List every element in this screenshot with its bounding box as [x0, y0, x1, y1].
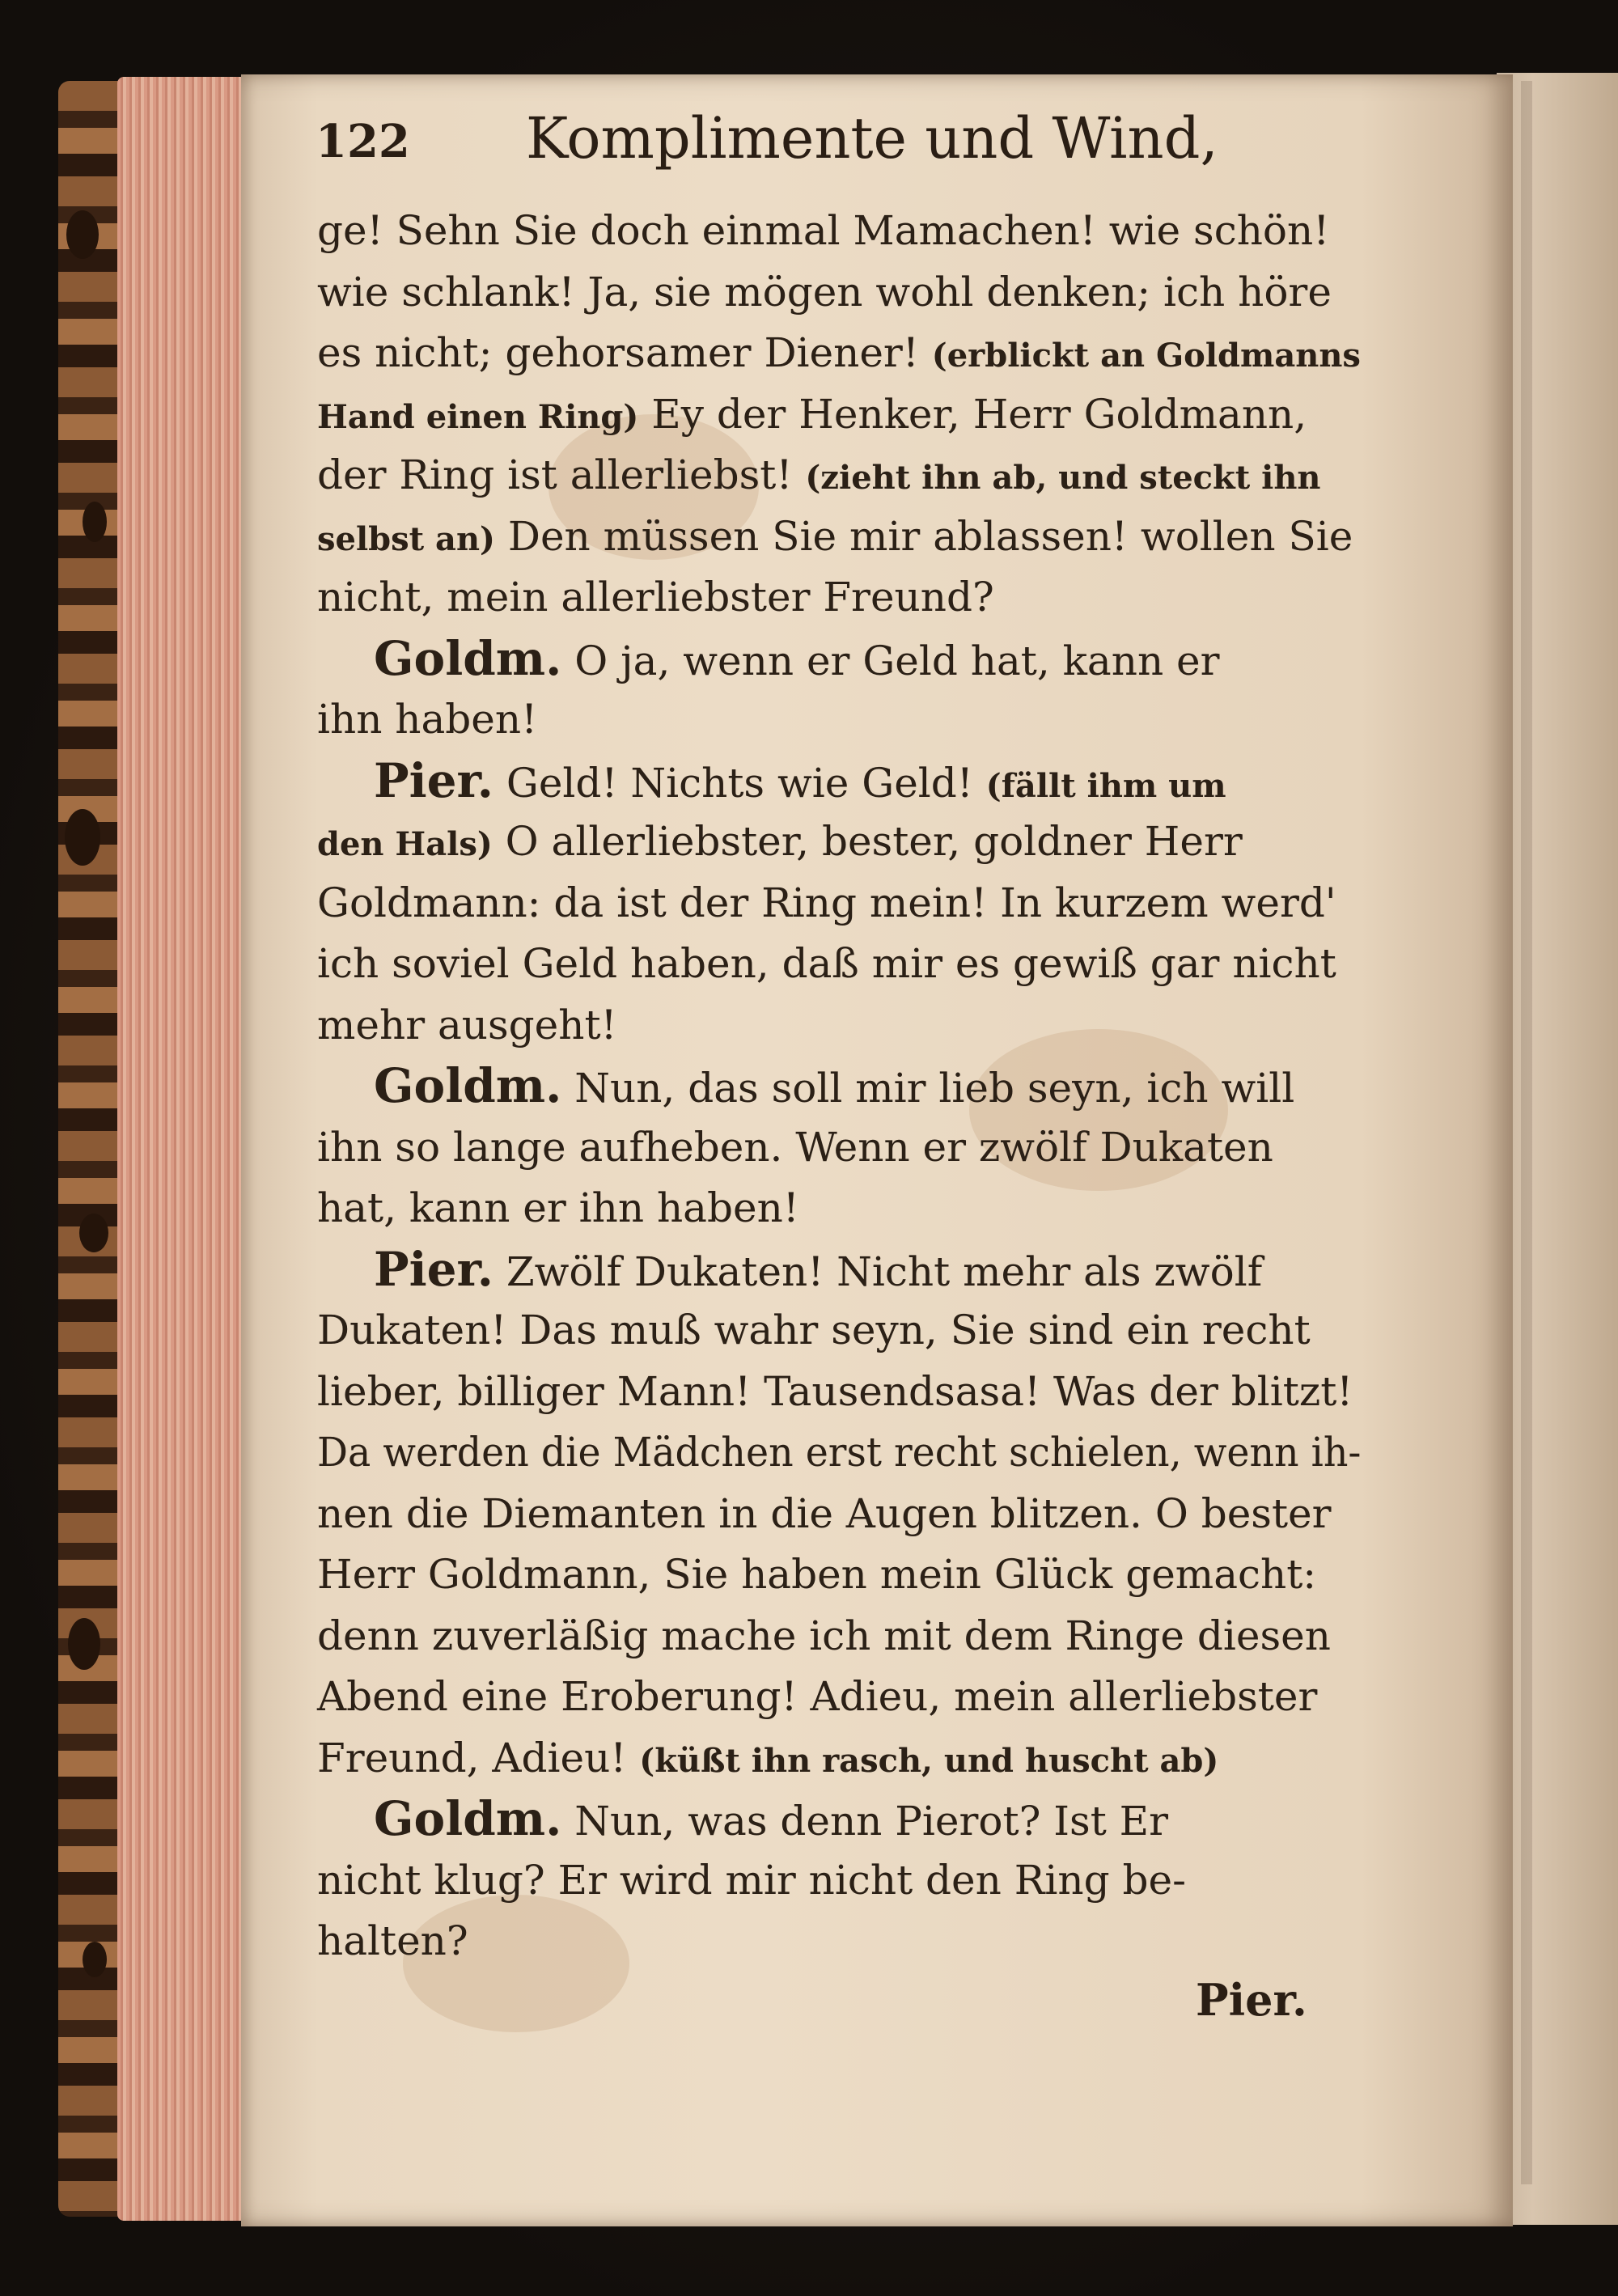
- stage-direction: (fällt ihm um: [985, 766, 1226, 805]
- text-line: [317, 1852, 1186, 1908]
- text-line: [317, 1608, 1331, 1664]
- speaker-name: Goldm.: [374, 1058, 562, 1113]
- line-text: denn zuverläßig mache ich mit dem Ringe diesen: [317, 1612, 1331, 1659]
- text-line: [317, 508, 1353, 565]
- text-line: [317, 1730, 1218, 1786]
- line-text: Da werden die Mädchen erst recht schielen, wenn ih-: [317, 1429, 1362, 1476]
- text-line: [317, 875, 1336, 931]
- line-text: O allerliebster, bester, goldner Herr: [492, 818, 1243, 865]
- stage-direction: (erblickt an Goldmanns: [931, 337, 1361, 375]
- text-line: [317, 202, 1329, 259]
- book-cover-edge: [58, 81, 123, 2217]
- line-text: nicht klug? Er wird mir nicht den Ring be-: [317, 1856, 1186, 1904]
- text-line: [317, 1485, 1332, 1542]
- line-text: ich soviel Geld haben, daß mir es gewiß gar nicht: [317, 940, 1336, 987]
- text-line: [317, 997, 617, 1053]
- text-line: [317, 1302, 1311, 1358]
- line-text: es nicht; gehorsamer Diener!: [317, 329, 932, 376]
- line-text: Ey der Henker, Herr Goldmann,: [638, 390, 1307, 438]
- line-text: Freund, Adieu!: [317, 1734, 640, 1781]
- line-text: Goldmann: da ist der Ring mein! In kurzem werd': [317, 879, 1336, 926]
- line-text: nicht, mein allerliebster Freund?: [317, 574, 994, 621]
- text-line: [317, 1119, 1273, 1176]
- line-text: hat, kann er ihn haben!: [317, 1184, 799, 1231]
- line-text: O ja, wenn er Geld hat, kann er: [561, 637, 1220, 684]
- line-text: mehr ausgeht!: [317, 1001, 617, 1048]
- stage-direction: Hand einen Ring): [317, 397, 639, 436]
- catchword: Pier.: [1196, 1974, 1307, 2026]
- text-line: [317, 1363, 1353, 1420]
- text-line: [317, 1546, 1316, 1603]
- line-text: Herr Goldmann, Sie haben mein Glück gemacht:: [317, 1551, 1317, 1598]
- gutter-shadow: [1521, 81, 1532, 2184]
- line-text: Nun, was denn Pierot? Ist Er: [561, 1798, 1169, 1845]
- speaker-name: Goldm.: [374, 1791, 562, 1846]
- line-text: wie schlank! Ja, sie mögen wohl denken; ich höre: [317, 268, 1332, 316]
- text-line: [374, 1057, 1294, 1114]
- line-text: Geld! Nichts wie Geld!: [493, 759, 986, 807]
- line-text: ge! Sehn Sie doch einmal Mamachen! wie schön!: [317, 207, 1330, 254]
- line-text: lieber, billiger Mann! Tausendsasa! Was der blitzt!: [317, 1367, 1353, 1415]
- line-text: der Ring ist allerliebst!: [317, 451, 806, 498]
- text-line: [317, 1913, 468, 1969]
- text-line: [317, 1424, 1361, 1481]
- text-line: [374, 1241, 1262, 1298]
- running-title: Komplimente und Wind,: [526, 105, 1218, 172]
- facing-page-edge: [1497, 73, 1618, 2225]
- text-line: [317, 264, 1332, 320]
- line-text: ihn so lange aufheben. Wenn er zwölf Dukaten: [317, 1123, 1273, 1171]
- line-text: ihn haben!: [317, 696, 538, 743]
- text-line: [317, 569, 994, 625]
- text-line: [374, 752, 1226, 809]
- line-text: Zwölf Dukaten! Nicht mehr als zwölf: [493, 1248, 1263, 1295]
- page-stack-edges: [117, 77, 251, 2221]
- line-text: nen die Diemanten in die Augen blitzen. O bester: [317, 1489, 1332, 1537]
- line-text: halten?: [317, 1917, 468, 1964]
- text-line: [374, 1790, 1168, 1847]
- line-text: Den müssen Sie mir ablassen! wollen Sie: [494, 512, 1353, 560]
- speaker-name: Goldm.: [374, 630, 562, 686]
- text-line: [374, 630, 1220, 687]
- text-line: [317, 691, 537, 748]
- line-text: Dukaten! Das muß wahr seyn, Sie sind ein recht: [317, 1307, 1311, 1353]
- speaker-name: Pier.: [374, 1241, 493, 1297]
- stage-direction: (zieht ihn ab, und steckt ihn: [805, 459, 1321, 497]
- speaker-name: Pier.: [374, 752, 493, 808]
- text-line: [317, 447, 1321, 503]
- text-line: [317, 324, 1361, 381]
- stage-direction: selbst an): [317, 519, 495, 558]
- line-text: Nun, das soll mir lieb seyn, ich will: [561, 1065, 1295, 1112]
- running-head: [316, 97, 1238, 186]
- text-line: [317, 935, 1336, 992]
- text-line: [317, 1180, 799, 1236]
- text-line: [317, 1668, 1317, 1725]
- text-line: [317, 386, 1307, 443]
- stage-direction: (küßt ihn rasch, und huscht ab): [639, 1741, 1219, 1780]
- text-line: [317, 813, 1243, 870]
- stage-direction: den Hals): [317, 825, 493, 863]
- page-number: 122: [316, 115, 410, 168]
- line-text: Abend eine Eroberung! Adieu, mein allerliebster: [317, 1673, 1318, 1720]
